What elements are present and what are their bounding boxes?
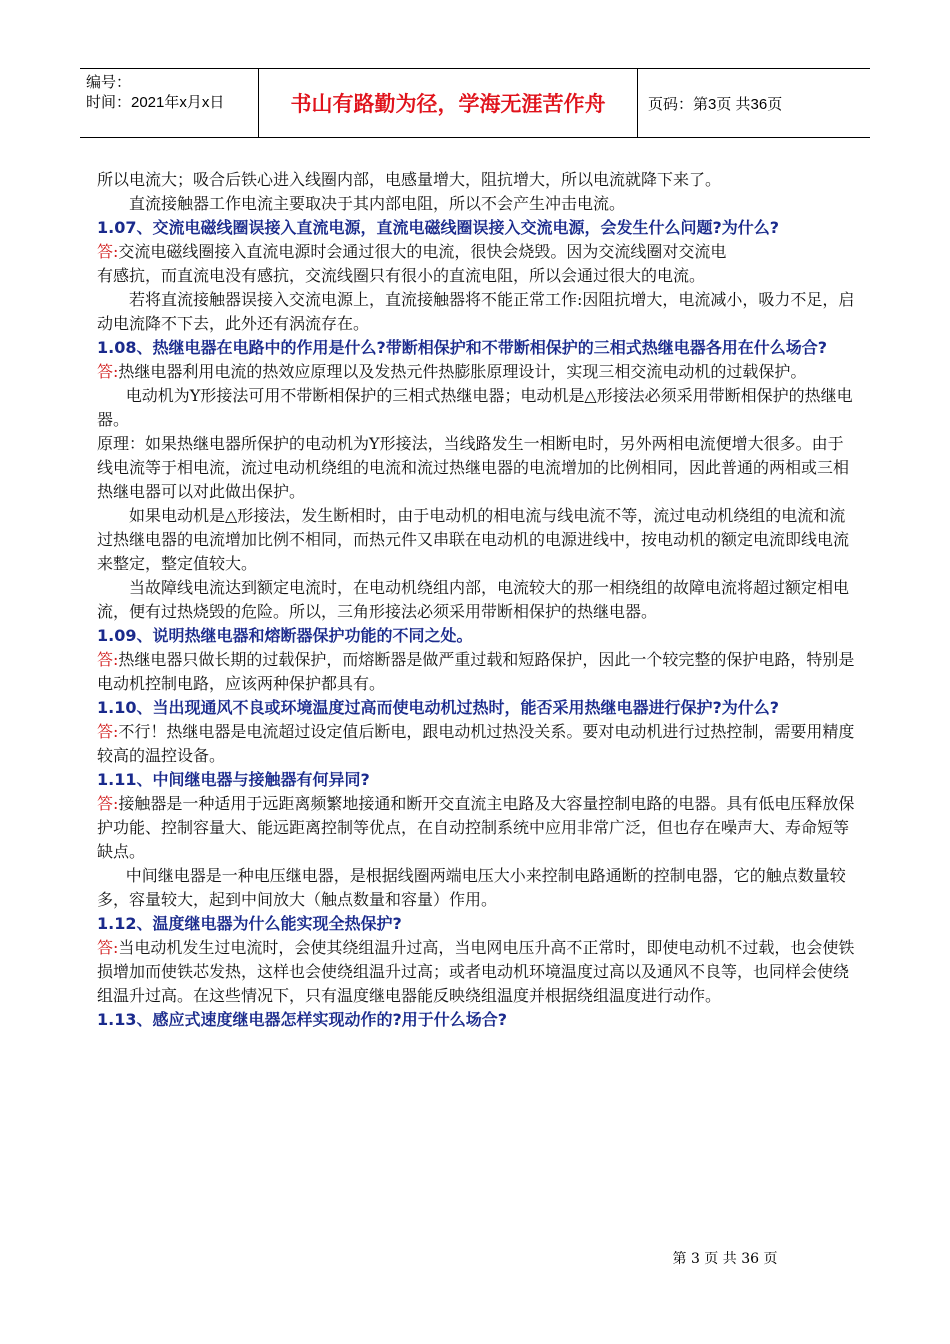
- answer-label: 答:: [97, 794, 119, 813]
- question-heading: 1.08、热继电器在电路中的作用是什么?带断相保护和不带断相保护的三相式热继电器各用在什么场合?: [97, 338, 828, 357]
- document-body: [97, 168, 857, 1032]
- answer-label: 答:: [97, 362, 119, 381]
- paragraph: 原理：如果热继电器所保护的电动机为Y形接法，当线路发生一相断电时，另外两相电流便增大很多。由于线电流等于相电流，流过电动机绕组的电流和流过热继电器的电流增加的比例相同，因此普通的两相或三相热继电器可以对此做出保护。: [97, 434, 850, 501]
- answer-text: 不行！热继电器是电流超过设定值后断电，跟电动机过热没关系。要对电动机进行过热控制，需要用精度较高的温控设备。: [97, 722, 855, 765]
- answer-text: 接触器是一种适用于远距离频繁地接通和断开交直流主电路及大容量控制电路的电器。具有低电压释放保护功能、控制容量大、能远距离控制等优点，在自动控制系统中应用非常广泛，但也存在噪声大、寿命短等缺点。: [97, 794, 855, 861]
- paragraph: 所以电流大；吸合后铁心进入线圈内部，电感量增大，阻抗增大，所以电流就降下来了。: [97, 170, 722, 189]
- question-heading: 1.12、温度继电器为什么能实现全热保护?: [97, 914, 402, 933]
- answer-text: 热继电器只做长期的过载保护，而熔断器是做严重过载和短路保护，因此一个较完整的保护电路，特别是电动机控制电路，应该两种保护都具有。: [97, 650, 855, 693]
- answer-label: 答:: [97, 650, 119, 669]
- question-heading: 1.11、中间继电器与接触器有何异同?: [97, 770, 370, 789]
- answer-label: 答:: [97, 938, 119, 957]
- page-header: [80, 68, 870, 138]
- header-meta: [80, 69, 258, 137]
- paragraph: 当故障线电流达到额定电流时，在电动机绕组内部，电流较大的那一相绕组的故障电流将超过额定相电流，便有过热烧毁的危险。所以，三角形接法必须采用带断相保护的热继电器。: [97, 578, 850, 621]
- answer-paragraph: [97, 240, 857, 264]
- paragraph: 中间继电器是一种电压继电器，是根据线圈两端电压大小来控制电路通断的控制电器，它的触点数量较多，容量较大，起到中间放大（触点数量和容量）作用。: [97, 866, 846, 909]
- header-page-info: 页码：第3页 共36页: [648, 95, 783, 113]
- answer-text: 当电动机发生过电流时，会使其绕组温升过高，当电网电压升高不正常时，即使电动机不过载，也会使铁损增加而使铁芯发热，这样也会使绕组温升过高；或者电动机环境温度过高以及通风不良等，也同样会使绕组温升过高。在这些情况下，只有温度继电器能反映绕组温度并根据绕组温度进行动作。: [97, 938, 855, 1005]
- answer-label: 答:: [97, 242, 119, 261]
- document-number-label: 编号：: [86, 74, 132, 91]
- answer-paragraph: [97, 360, 857, 384]
- answer-paragraph: [97, 648, 857, 696]
- paragraph: 有感抗，而直流电没有感抗，交流线圈只有很小的直流电阻，所以会通过很大的电流。: [97, 266, 706, 285]
- paragraph: 电动机为Y形接法可用不带断相保护的三相式热继电器；电动机是△形接法必须采用带断相保护的热继电器。: [97, 386, 853, 429]
- question-heading: 1.13、感应式速度继电器怎样实现动作的?用于什么场合?: [97, 1010, 508, 1029]
- footer-page-number: 第 3 页 共 36 页: [672, 1251, 778, 1267]
- answer-label: 答:: [97, 722, 119, 741]
- answer-paragraph: [97, 720, 857, 768]
- answer-text: 交流电磁线圈接入直流电源时会通过很大的电流，很快会烧毁。因为交流线圈对交流电: [118, 242, 727, 261]
- header-motto: 书山有路勤为径，学海无涯苦作舟: [258, 69, 638, 137]
- question-heading: 1.07、交流电磁线圈误接入直流电源，直流电磁线圈误接入交流电源，会发生什么问题?为什么?: [97, 218, 780, 237]
- question-heading: 1.10、当出现通风不良或环境温度过高而使电动机过热时，能否采用热继电器进行保护?为什么?: [97, 698, 780, 717]
- paragraph: 直流接触器工作电流主要取决于其内部电阻，所以不会产生冲击电流。: [129, 194, 626, 213]
- document-time-label: 时间：2021年x月x日: [86, 94, 225, 111]
- paragraph: 若将直流接触器误接入交流电源上，直流接触器将不能正常工作:因阻抗增大，电流减小，吸力不足，启动电流降不下去，此外还有涡流存在。: [97, 290, 855, 333]
- page-footer: [0, 1248, 950, 1268]
- answer-text: 热继电器利用电流的热效应原理以及发热元件热膨胀原理设计，实现三相交流电动机的过载保护。: [118, 362, 807, 381]
- question-heading: 1.09、说明热继电器和熔断器保护功能的不同之处。: [97, 626, 473, 645]
- answer-paragraph: [97, 936, 857, 1008]
- paragraph: 如果电动机是△形接法，发生断相时，由于电动机的相电流与线电流不等，流过电动机绕组的电流和流过热继电器的电流增加比例不相同，而热元件又串联在电动机的电源进线中，按电动机的额定电流即线电流来整定，整定值较大。: [97, 506, 850, 573]
- answer-paragraph: [97, 792, 857, 864]
